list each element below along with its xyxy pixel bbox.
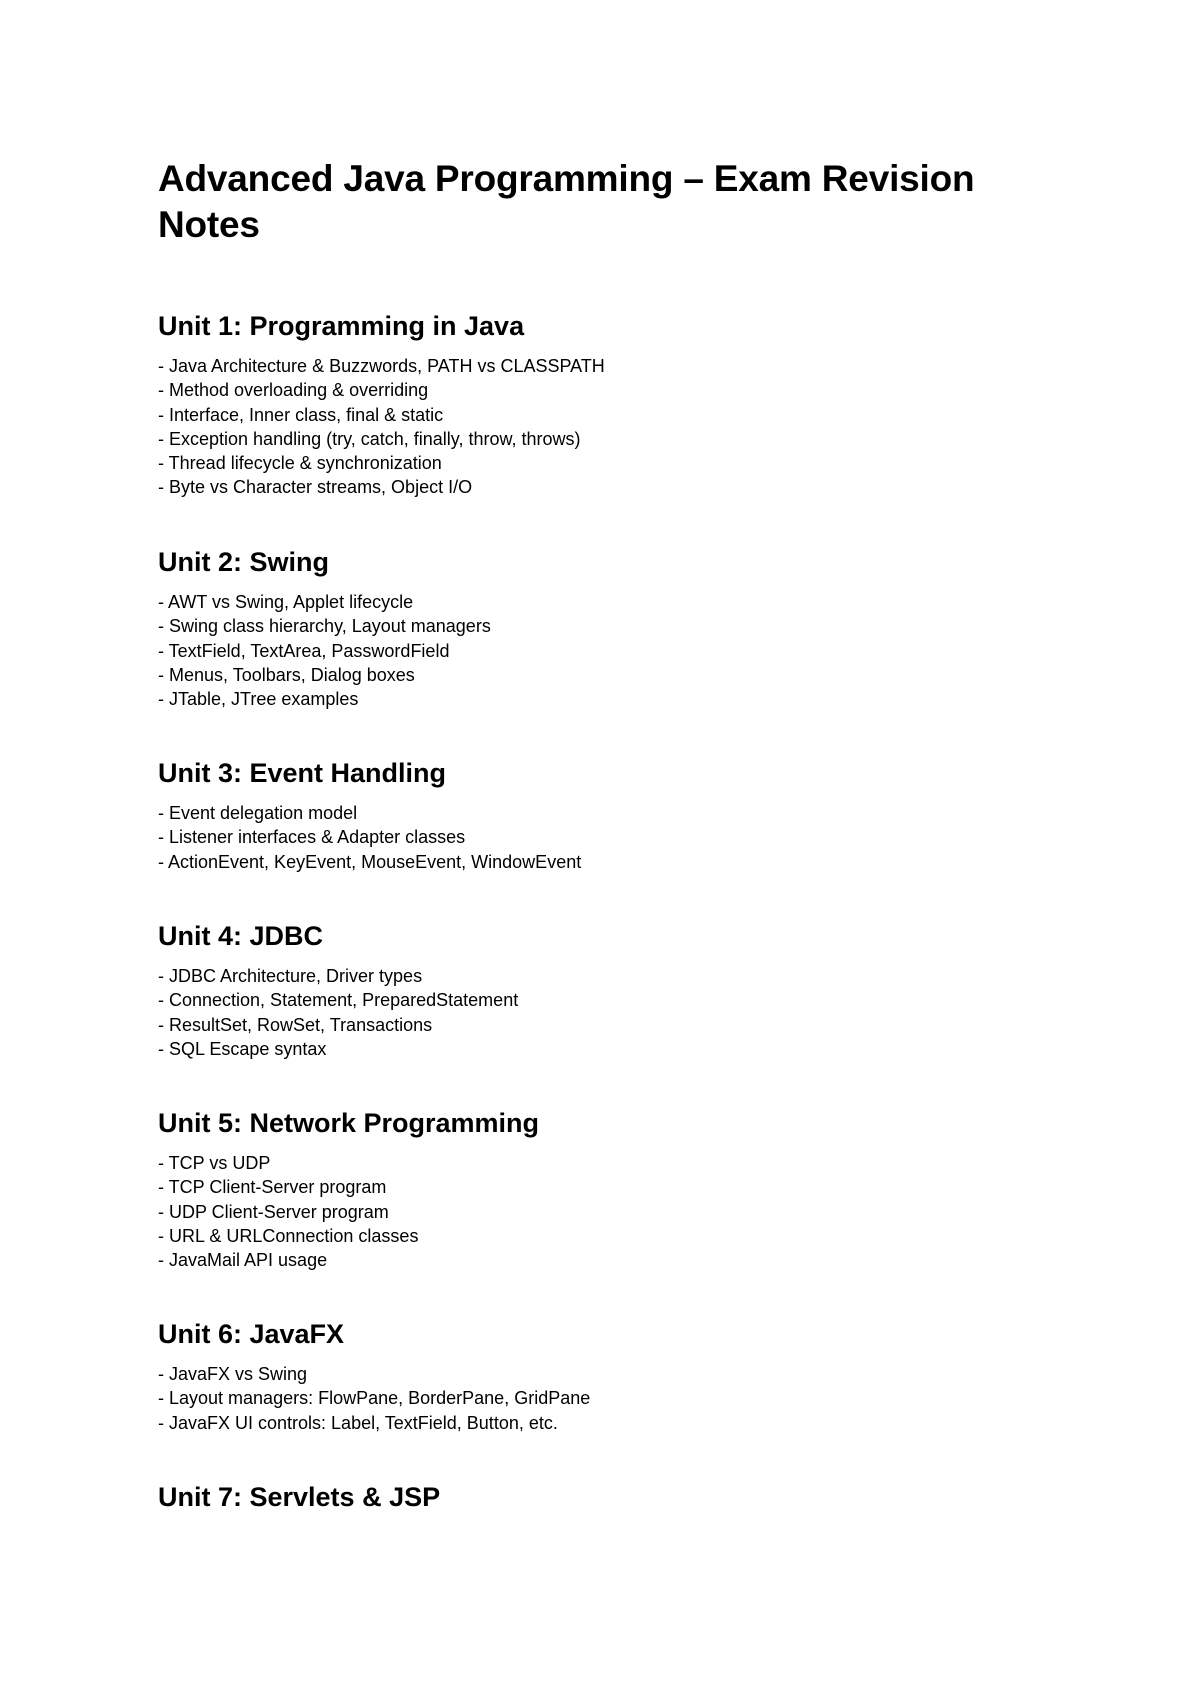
unit-topic-list — [158, 1362, 1058, 1435]
unit-heading: Unit 6: JavaFX — [158, 1319, 345, 1349]
topic-item: - JavaFX vs Swing — [158, 1364, 308, 1384]
unit-topic-list — [158, 590, 1058, 711]
topic-item: - URL & URLConnection classes — [158, 1225, 419, 1246]
topic-item: - ResultSet, RowSet, Transactions — [158, 1014, 433, 1035]
topic-item: - Exception handling (try, catch, finally, throw, throws) — [158, 428, 581, 449]
unit-section-5 — [158, 1106, 1058, 1272]
topic-item: - UDP Client-Server program — [158, 1201, 389, 1222]
unit-topic-list — [158, 354, 1058, 500]
unit-section-6 — [158, 1317, 1058, 1435]
topic-item: - Method overloading & overriding — [158, 380, 429, 401]
topic-item: - Swing class hierarchy, Layout managers — [158, 616, 491, 637]
topic-item: - SQL Escape syntax — [158, 1038, 327, 1059]
topic-item: - JavaFX UI controls: Label, TextField, Button, etc. — [158, 1412, 558, 1433]
unit-section-7 — [158, 1480, 1058, 1514]
topic-item: - JTable, JTree examples — [158, 689, 359, 710]
topic-item: - Menus, Toolbars, Dialog boxes — [158, 664, 415, 685]
unit-topic-list — [158, 1151, 1058, 1272]
topic-item: - Byte vs Character streams, Object I/O — [158, 477, 473, 498]
unit-section-4 — [158, 919, 1058, 1061]
topic-item: - Java Architecture & Buzzwords, PATH vs CLASSPATH — [158, 356, 605, 376]
unit-section-3 — [158, 756, 1058, 874]
topic-item: - Interface, Inner class, final & static — [158, 404, 444, 425]
topic-item: - Listener interfaces & Adapter classes — [158, 827, 466, 848]
unit-section-1 — [158, 309, 1058, 500]
unit-heading: Unit 7: Servlets & JSP — [158, 1482, 441, 1512]
topic-item: - Event delegation model — [158, 803, 358, 823]
unit-topic-list — [158, 801, 1058, 874]
unit-heading: Unit 3: Event Handling — [158, 758, 447, 788]
unit-topic-list — [158, 964, 1058, 1061]
topic-item: - ActionEvent, KeyEvent, MouseEvent, WindowEvent — [158, 851, 582, 872]
document-title: Advanced Java Programming – Exam Revision Notes — [158, 158, 975, 245]
topic-item: - TCP vs UDP — [158, 1153, 271, 1173]
unit-heading: Unit 1: Programming in Java — [158, 311, 525, 341]
topic-item: - Layout managers: FlowPane, BorderPane, GridPane — [158, 1388, 591, 1409]
unit-heading: Unit 2: Swing — [158, 547, 329, 577]
unit-heading: Unit 5: Network Programming — [158, 1108, 540, 1138]
topic-item: - JavaMail API usage — [158, 1250, 328, 1271]
topic-item: - TextField, TextArea, PasswordField — [158, 640, 450, 661]
unit-heading: Unit 4: JDBC — [158, 921, 324, 951]
topic-item: - JDBC Architecture, Driver types — [158, 966, 423, 986]
topic-item: - AWT vs Swing, Applet lifecycle — [158, 592, 414, 612]
topic-item: - Connection, Statement, PreparedStatement — [158, 990, 519, 1011]
topic-item: - TCP Client-Server program — [158, 1177, 387, 1198]
topic-item: - Thread lifecycle & synchronization — [158, 453, 442, 474]
unit-section-2 — [158, 545, 1058, 711]
